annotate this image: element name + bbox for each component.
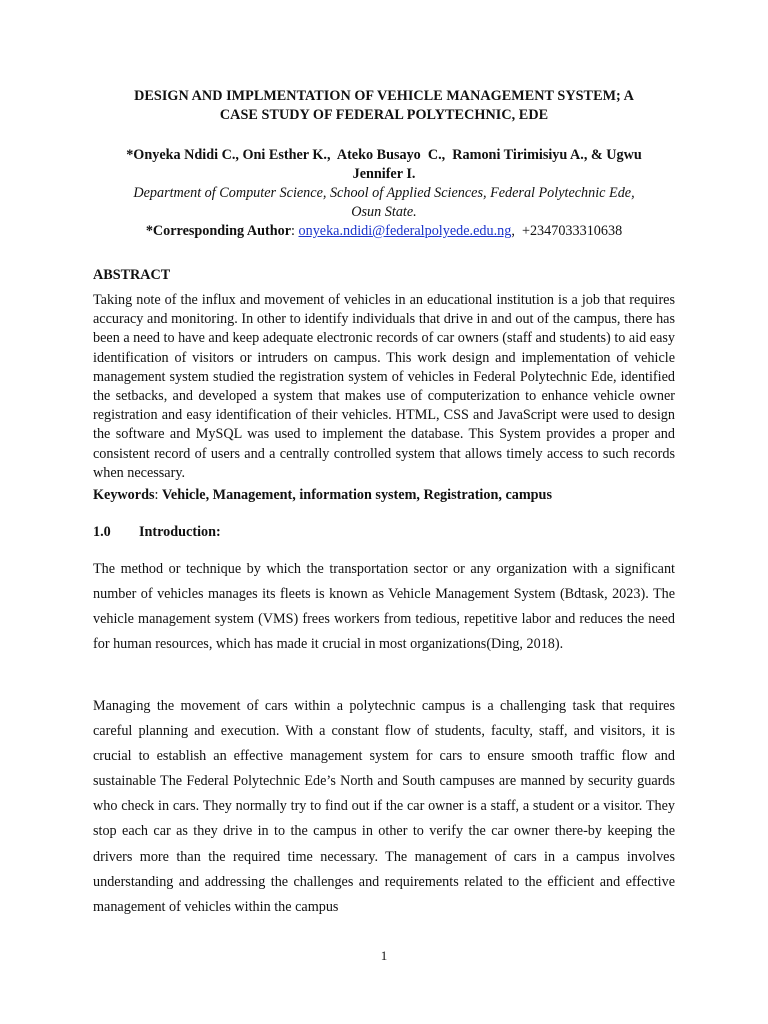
affiliation-line-2: Osun State. — [351, 204, 417, 220]
intro-paragraph-1: The method or technique by which the transportation sector or any organization with a significant number of vehicles manages its fleets is known as Vehicle Management System (Bdtask, 2023). The vehicle management system (VMS) frees workers from tedious, repetitive labor and reduces the need for human resources, which has made it crucial in most organizations(Ding, 2018). — [93, 561, 675, 653]
paper-title-line-1: DESIGN AND IMPLMENTATION OF VEHICLE MANAGEMENT SYSTEM; A — [134, 88, 634, 104]
keywords-label: Keywords — [93, 487, 155, 503]
keywords — [93, 486, 675, 505]
author-list-line-2: Jennifer I. — [352, 166, 416, 182]
corresponding-author-separator: : — [291, 223, 299, 239]
corresponding-phone: , +2347033310638 — [511, 223, 623, 239]
paper-page — [93, 0, 675, 1024]
intro-paragraph-2: Managing the movement of cars within a polytechnic campus is a challenging task that requires careful planning and execution. With a constant flow of students, faculty, staff, and visitors, it is crucial to establish an effective management system for cars to ensure smooth traffic flow and sustainable The Federal Polytechnic Ede’s North and South campuses are manned by security guards who check in cars. They normally try to find out if the car owner is a staff, a student or a visitor. They stop each car as they drive in to the campus in other to verify the car owner there-by keeping the drivers more than the required time necessary. The management of cars in a campus involves understanding and addressing the challenges and requirements related to the efficient and effective management of vehicles within the campus — [93, 698, 675, 915]
section-title: Introduction: — [139, 524, 221, 540]
affiliation-line-1: Department of Computer Science, School of Applied Sciences, Federal Polytechnic Ede, — [133, 185, 635, 201]
corresponding-author-label: *Corresponding Author — [145, 223, 291, 239]
corresponding-author — [93, 222, 675, 241]
corresponding-email-link[interactable]: onyeka.ndidi@federalpolyede.edu.ng — [298, 223, 512, 239]
page-number: 1 — [380, 948, 388, 963]
author-list — [93, 146, 675, 184]
paper-title-line-2: CASE STUDY OF FEDERAL POLYTECHNIC, EDE — [219, 107, 549, 123]
keywords-separator: : — [154, 487, 162, 503]
affiliation — [93, 184, 675, 222]
abstract-heading: ABSTRACT — [93, 267, 171, 283]
author-list-line-1: *Onyeka Ndidi C., Oni Esther K., Ateko Busayo C., Ramoni Tirimisiyu A., & Ugwu — [126, 147, 642, 163]
section-number: 1.0 — [93, 524, 111, 540]
section-heading-introduction — [93, 523, 221, 542]
paper-title — [93, 87, 675, 125]
keywords-value: Vehicle, Management, information system, Registration, campus — [161, 487, 552, 503]
abstract-body: Taking note of the influx and movement of vehicles in an educational institution is a job that requires accuracy and monitoring. In other to identify individuals that drive in and out of the campus, there has been a need to have and keep adequate electronic records of car owners (staff and students) to aid easy identification of visitors or intruders on campus. This work design and implementation of vehicle management system studied the registration system of vehicles in Federal Polytechnic Ede, identified the setbacks, and developed a system that makes use of computerization to enhance vehicle owner registration and easy identification of their vehicles. HTML, CSS and JavaScript were used to design the software and MySQL was used to implement the database. This System provides a proper and consistent record of users and a centrally controlled system that allows timely access to such records when necessary. — [93, 292, 675, 481]
